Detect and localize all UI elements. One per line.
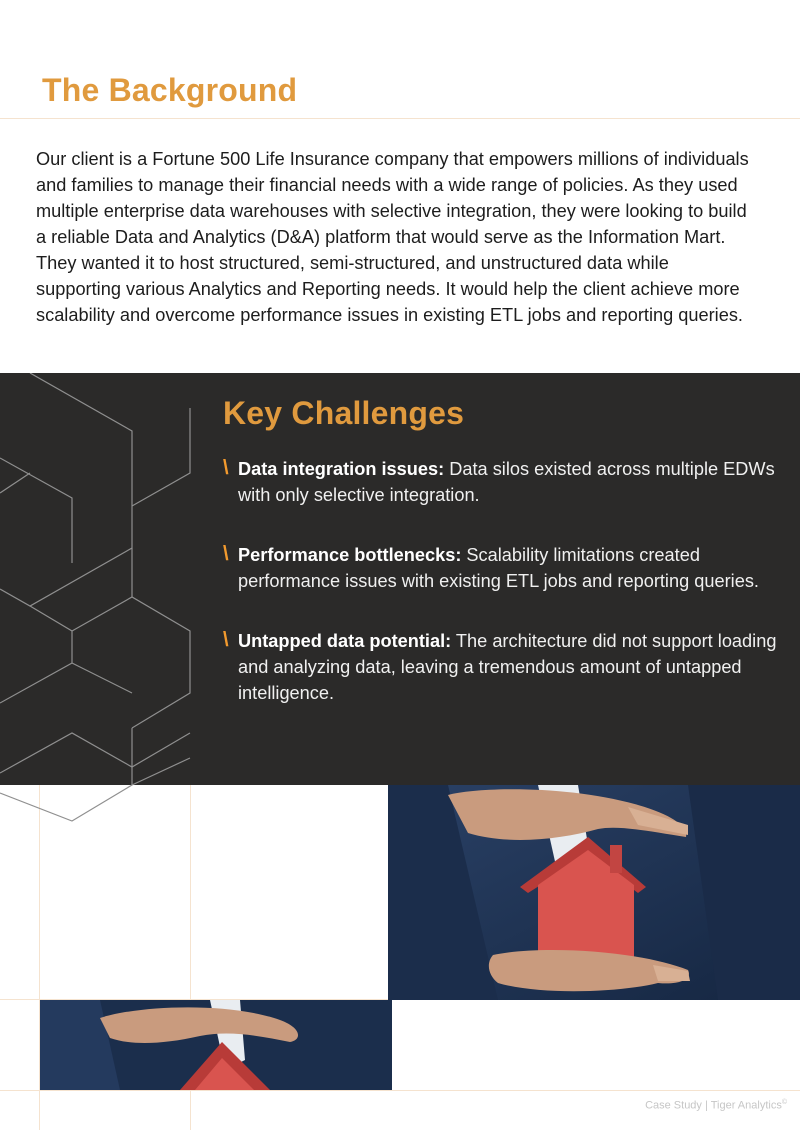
geometric-pattern-icon xyxy=(0,373,200,825)
challenge-heading: Performance bottlenecks: xyxy=(238,545,462,565)
challenge-heading: Untapped data potential: xyxy=(238,631,452,651)
slash-marker-icon: \ xyxy=(223,543,229,565)
footer-text: Case Study | Tiger Analytics xyxy=(645,1099,782,1112)
challenge-text: Data silos existed across multiple EDWs with only selective integration. xyxy=(238,459,775,505)
challenge-item xyxy=(223,456,783,508)
divider-line xyxy=(0,118,800,119)
hands-house-photo xyxy=(388,785,800,1000)
slash-marker-icon: \ xyxy=(223,457,229,479)
slash-marker-icon: \ xyxy=(223,629,229,651)
house-in-hands-icon xyxy=(388,785,800,1000)
challenge-item xyxy=(223,628,783,706)
house-in-hands-icon xyxy=(40,1000,392,1090)
divider-line xyxy=(0,1090,800,1091)
copyright-mark: © xyxy=(781,1099,787,1106)
challenge-item xyxy=(223,542,783,594)
background-paragraph: Our client is a Fortune 500 Life Insurance company that empowers millions of individuals and families to manage their financial needs with a wide range of policies. As they used multiple enterprise data warehouses with selective integration, they were looking to build a reliable Data and Analytics (D&A) platform that would serve as the Information Mart. They wanted it to host structured, semi-structured, and unstructured data while supporting various Analytics and Reporting needs. It would help the client achieve more scalability and overcome performance issues in existing ETL jobs and reporting queries. xyxy=(36,149,749,325)
challenge-heading: Data integration issues: xyxy=(238,459,445,479)
background-title: The Background xyxy=(42,72,298,108)
challenge-text: The architecture did not support loading and analyzing data, leaving a tremendous amount of untapped intelligence. xyxy=(238,631,777,703)
challenge-text: Scalability limitations created performance issues with existing ETL jobs and reporting queries. xyxy=(238,545,759,591)
hands-house-photo-small xyxy=(40,1000,392,1090)
key-challenges-title: Key Challenges xyxy=(223,395,465,431)
challenges-list xyxy=(223,456,783,706)
footer-credit xyxy=(645,1099,787,1112)
